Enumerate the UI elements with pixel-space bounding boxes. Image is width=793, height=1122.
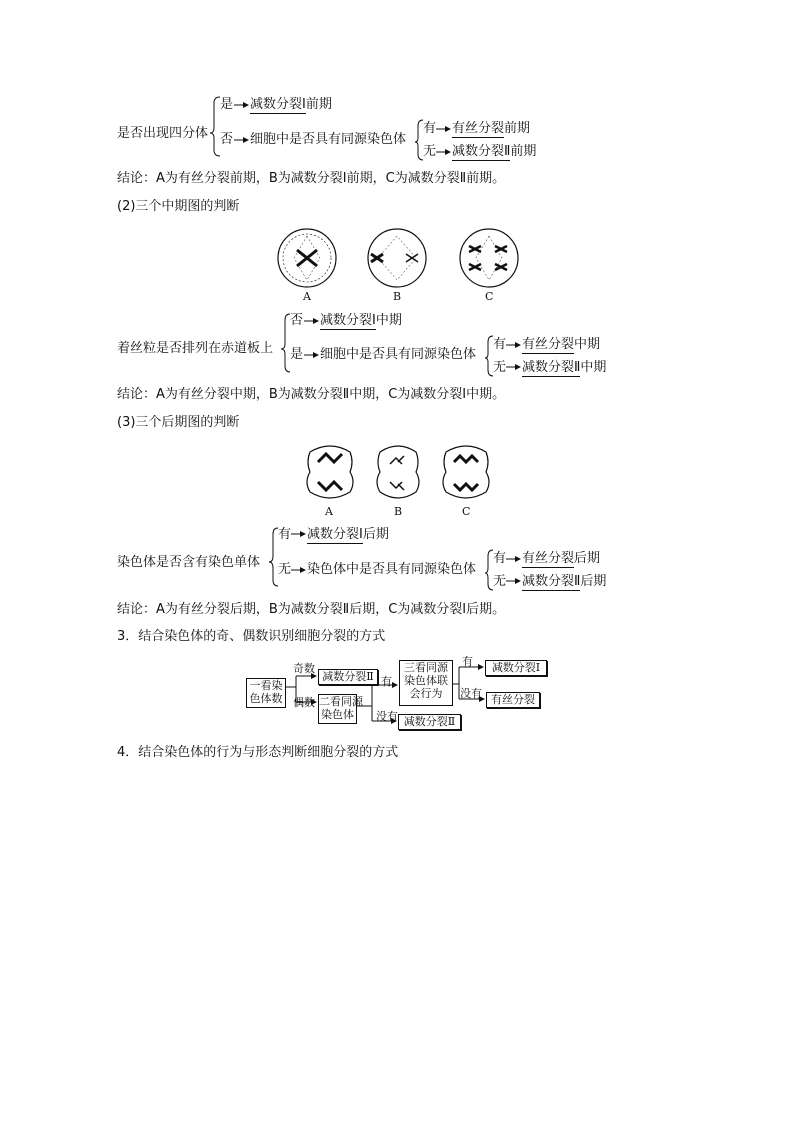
sec2-root-question: 着丝粒是否排列在赤道板上	[117, 341, 274, 356]
sec2-has-result: 有丝分裂中期	[522, 337, 601, 352]
sec2-no-result: 减数分裂Ⅰ中期	[320, 313, 402, 328]
sec3-root-question: 染色体是否含有染色单体	[117, 555, 261, 570]
metaphase-cell-c	[460, 229, 518, 287]
sec3-heading: (3)三个后期图的判断	[117, 415, 240, 430]
flow-none-label: 没有	[376, 710, 398, 723]
flow-box-look-synapsis: 三看同源 染色体联 会行为	[399, 660, 453, 706]
sec1-conclusion: 结论：A为有丝分裂前期，B为减数分裂Ⅰ前期，C为减数分裂Ⅱ前期。	[117, 171, 506, 186]
sec3-conclusion: 结论：A为有丝分裂后期，B为减数分裂Ⅱ后期，C为减数分裂Ⅰ后期。	[117, 602, 506, 617]
flow-box-none-result: 减数分裂Ⅱ	[398, 714, 461, 730]
sec2-yes-label: 是	[290, 347, 304, 362]
sec1-yes-result: 减数分裂Ⅰ前期	[250, 97, 332, 112]
sec2-none-label: 无	[493, 360, 507, 375]
sec3-none2-result: 减数分裂Ⅱ后期	[522, 574, 607, 589]
sec2-none-result: 减数分裂Ⅱ中期	[522, 360, 607, 375]
sec3-has-label: 有	[278, 527, 292, 542]
anaphase-cell-b	[377, 446, 419, 498]
flow-odd-label: 奇数	[293, 662, 315, 675]
metaphase-cell-a	[278, 229, 336, 287]
flow-even-label: 偶数	[293, 696, 315, 709]
flow-box-look-homologous: 二看同源 染色体	[318, 694, 357, 724]
sec1-root-question: 是否出现四分体	[117, 126, 209, 141]
flow-none2-label: 没有	[460, 687, 482, 700]
sec5-heading: 4．结合染色体的行为与形态判断细胞分裂的方式	[117, 745, 399, 760]
flow-box-none2-result: 有丝分裂	[486, 692, 540, 708]
metaphase-label-a: A	[303, 290, 311, 303]
metaphase-label-b: B	[393, 290, 402, 303]
sec1-no-question: 细胞中是否具有同源染色体	[250, 132, 407, 147]
sec3-has2-label: 有	[493, 551, 507, 566]
flow-box-has2-result: 减数分裂Ⅰ	[485, 660, 547, 676]
flow-has-label: 有	[381, 675, 392, 688]
sec1-has-label: 有	[423, 121, 437, 136]
sec3-none-label: 无	[278, 562, 292, 577]
anaphase-label-b: B	[394, 505, 403, 518]
sec3-none2-label: 无	[493, 574, 507, 589]
sec1-yes-label: 是	[220, 97, 234, 112]
sec3-none-question: 染色体中是否具有同源染色体	[307, 562, 477, 577]
metaphase-cell-b	[368, 229, 426, 287]
sec2-heading: (2)三个中期图的判断	[117, 199, 240, 214]
sec1-none-label: 无	[423, 144, 437, 159]
anaphase-cell-a	[307, 446, 353, 498]
sec1-has-result: 有丝分裂前期	[452, 121, 531, 136]
flow-has2-label: 有	[462, 655, 473, 668]
anaphase-cell-c	[443, 446, 489, 498]
flow-box-odd-result: 减数分裂Ⅱ	[318, 669, 378, 685]
sec3-has-result: 减数分裂Ⅰ后期	[307, 527, 389, 542]
anaphase-label-a: A	[325, 505, 333, 518]
sec2-yes-question: 细胞中是否具有同源染色体	[320, 347, 477, 362]
sec2-has-label: 有	[493, 337, 507, 352]
flow-box-look-chromosome-count: 一看染 色体数	[246, 678, 286, 708]
sec1-none-result: 减数分裂Ⅱ前期	[452, 144, 537, 159]
anaphase-label-c: C	[462, 505, 471, 518]
sec2-conclusion: 结论：A为有丝分裂中期，B为减数分裂Ⅱ中期，C为减数分裂Ⅰ中期。	[117, 387, 506, 402]
sec1-no-label: 否	[220, 132, 234, 147]
metaphase-label-c: C	[485, 290, 494, 303]
sec2-no-label: 否	[290, 313, 304, 328]
sec3-has2-result: 有丝分裂后期	[522, 551, 601, 566]
sec4-heading: 3．结合染色体的奇、偶数识别细胞分裂的方式	[117, 629, 386, 644]
